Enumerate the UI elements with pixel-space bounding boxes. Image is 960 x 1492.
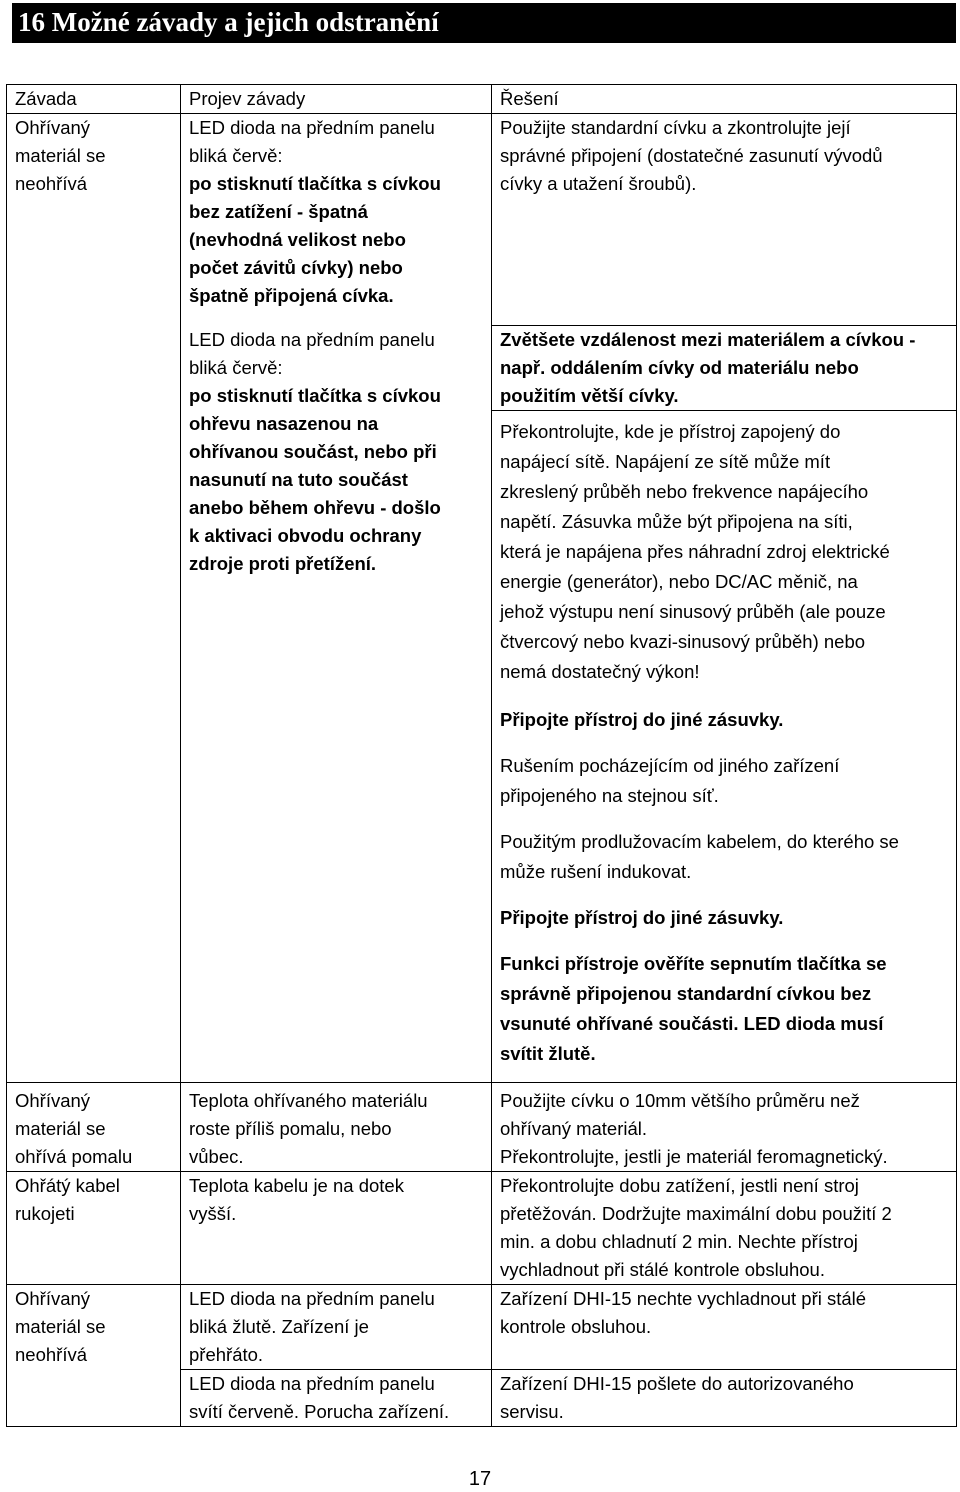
table-row [7, 114, 957, 326]
fault-cell [7, 1172, 181, 1285]
fault-line: neohřívá [15, 173, 87, 194]
symptom-line: Teplota ohřívaného materiálu [189, 1090, 428, 1111]
symptom-line: vůbec. [189, 1146, 244, 1167]
symptom-line: roste příliš pomalu, nebo [189, 1118, 392, 1139]
solution-line: Připojte přístroj do jiné zásuvky. [500, 709, 784, 730]
symptom-line: po stisknutí tlačítka s cívkou [189, 384, 441, 406]
table-row [7, 1083, 957, 1172]
table-row [7, 1285, 957, 1370]
solution-line: přetěžován. Dodržujte maximální dobu použití 2 [500, 1203, 892, 1224]
solution-line: může rušení indukovat. [500, 861, 692, 882]
solution-line: jehož výstupu není sinusový průběh (ale pouze [500, 601, 886, 622]
solution-line: vsunuté ohřívané součásti. LED dioda musí [500, 1013, 884, 1034]
solution-line: Použitým prodlužovacím kabelem, do kterého se [500, 831, 899, 852]
symptom-cell [181, 1285, 492, 1370]
symptom-line: bez zatížení - špatná [189, 201, 368, 222]
fault-line: Ohřátý kabel [15, 1175, 120, 1196]
solution-line: Funkci přístroje ověříte sepnutím tlačítka se [500, 953, 887, 974]
solution-line: vychladnout při stálé kontrole obsluhou. [500, 1259, 825, 1280]
fault-cell [7, 1083, 181, 1172]
fault-table [6, 84, 957, 1427]
solution-line: Rušením pocházejícím od jiného zařízení [500, 755, 840, 776]
solution-line: Překontrolujte, kde je přístroj zapojený do [500, 421, 841, 442]
fault-line: materiál se [15, 1316, 106, 1337]
fault-line: materiál se [15, 145, 106, 166]
symptom-line: bliká žlutě. Zařízení je [189, 1316, 369, 1337]
solution-line: Připojte přístroj do jiné zásuvky. [500, 907, 784, 928]
solution-line: Použijte standardní cívku a zkontrolujte její [500, 117, 851, 138]
solution-line: Překontrolujte, jestli je materiál feromagnetický. [500, 1146, 888, 1167]
fault-line: Ohřívaný [15, 117, 91, 138]
solution-line: Zařízení DHI-15 nechte vychladnout při stálé [500, 1288, 867, 1309]
section-title: 16 Možné závady a jejich odstranění [12, 3, 956, 43]
symptom-line: (nevhodná velikost nebo [189, 229, 406, 250]
symptom-line: svítí červeně. Porucha zařízení. [189, 1401, 450, 1422]
solution-line: cívky a utažení šroubů). [500, 173, 697, 194]
solution-line: čtvercový nebo kvazi-sinusový průběh) nebo [500, 631, 866, 652]
solution-line: správně připojenou standardní cívkou bez [500, 983, 872, 1004]
solution-line: Překontrolujte dobu zatížení, jestli není stroj [500, 1175, 859, 1196]
table-header-row [7, 85, 957, 114]
solution-line: Zařízení DHI-15 pošlete do autorizovaného [500, 1373, 854, 1394]
symptom-line: zdroje proti přetížení. [189, 552, 377, 574]
solution-line: správné připojení (dostatečné zasunutí vývodů [500, 145, 883, 166]
symptom-cell [181, 114, 492, 326]
solution-line: ohřívaný materiál. [500, 1118, 648, 1139]
header-cell: Řešení [492, 85, 957, 114]
solution-cell [492, 1370, 957, 1427]
symptom-line: nasunutí na tuto součást [189, 468, 408, 490]
symptom-line: LED dioda na předním panelu [189, 117, 435, 138]
solution-line: svítit žlutě. [500, 1043, 596, 1064]
symptom-line: anebo během ohřevu - došlo [189, 496, 441, 518]
solution-line: zkreslený průběh nebo frekvence napájecího [500, 481, 869, 502]
symptom-cell [181, 1083, 492, 1172]
solution-line: napětí. Zásuvka může být připojena na síti, [500, 511, 853, 532]
fault-line: neohřívá [15, 1344, 87, 1365]
solution-line: nemá dostatečný výkon! [500, 661, 700, 682]
solution-line: použitím větší cívky. [500, 385, 679, 406]
symptom-cell [181, 326, 492, 1083]
symptom-line: špatně připojená cívka. [189, 285, 394, 306]
header-cell: Závada [7, 85, 181, 114]
symptom-line: ohřívanou součást, nebo při [189, 440, 437, 462]
symptom-line: vyšší. [189, 1203, 237, 1224]
solution-line: připojeného na stejnou síť. [500, 785, 719, 806]
symptom-line: bliká červě: [189, 356, 283, 378]
solution-cell [492, 1285, 957, 1370]
symptom-line: LED dioda na předním panelu [189, 1373, 435, 1394]
solution-line: Zvětšete vzdálenost mezi materiálem a cívkou - [500, 329, 916, 350]
symptom-line: Teplota kabelu je na dotek [189, 1175, 404, 1196]
solution-line: Použijte cívku o 10mm většího průměru než [500, 1090, 860, 1111]
solution-line: např. oddálením cívky od materiálu nebo [500, 357, 859, 378]
symptom-line: ohřevu nasazenou na [189, 412, 379, 434]
table-row [7, 1172, 957, 1285]
fault-cell [7, 1285, 181, 1427]
page-number: 17 [468, 1468, 492, 1490]
solution-cell [492, 326, 957, 411]
solution-line: energie (generátor), nebo DC/AC měnič, na [500, 571, 858, 592]
fault-cell [7, 114, 181, 1083]
symptom-line: k aktivaci obvodu ochrany [189, 524, 422, 546]
symptom-line: bliká červě: [189, 145, 283, 166]
solution-cell [492, 1172, 957, 1285]
solution-cell [492, 411, 957, 1083]
symptom-cell [181, 1370, 492, 1427]
solution-line: která je napájena přes náhradní zdroj elektrické [500, 541, 890, 562]
symptom-cell [181, 1172, 492, 1285]
solution-line: kontrole obsluhou. [500, 1316, 652, 1337]
fault-line: ohřívá pomalu [15, 1146, 133, 1167]
fault-line: materiál se [15, 1118, 106, 1139]
symptom-line: LED dioda na předním panelu [189, 328, 435, 350]
symptom-line: přehřáto. [189, 1344, 264, 1365]
solution-cell [492, 1083, 957, 1172]
solution-line: min. a dobu chladnutí 2 min. Nechte přístroj [500, 1231, 858, 1252]
solution-line: servisu. [500, 1401, 564, 1422]
symptom-line: LED dioda na předním panelu [189, 1288, 435, 1309]
fault-line: Ohřívaný [15, 1090, 91, 1111]
fault-line: rukojeti [15, 1203, 75, 1224]
header-cell: Projev závady [181, 85, 492, 114]
solution-line: napájecí sítě. Napájení ze sítě může mít [500, 451, 831, 472]
symptom-line: počet závitů cívky) nebo [189, 257, 403, 278]
symptom-line: po stisknutí tlačítka s cívkou [189, 173, 441, 194]
fault-line: Ohřívaný [15, 1288, 91, 1309]
solution-cell [492, 114, 957, 326]
